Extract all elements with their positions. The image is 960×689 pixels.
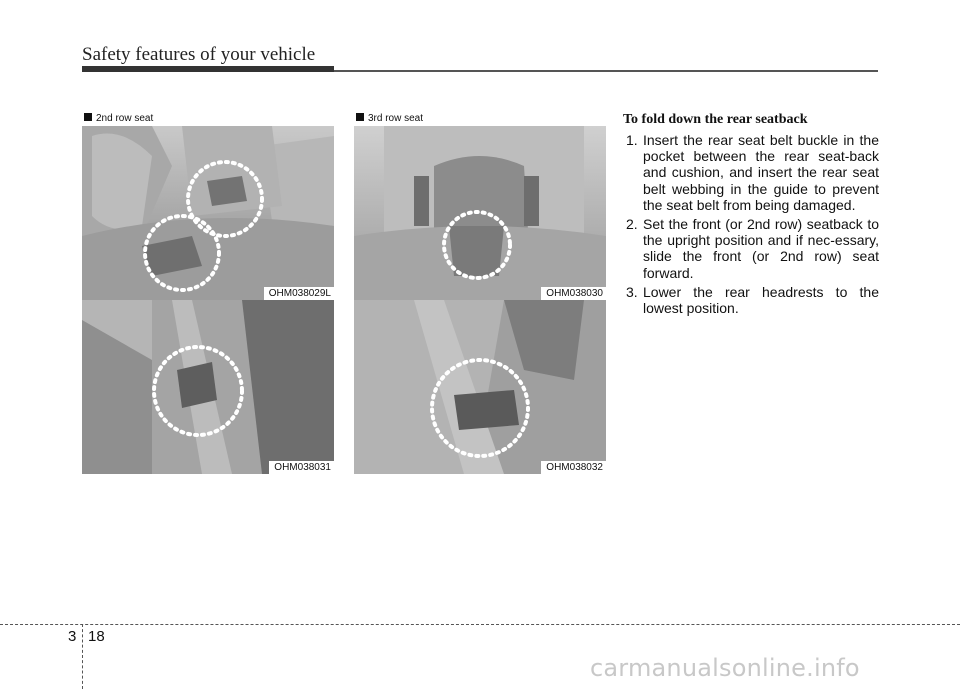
- seat-illustration-1: [82, 126, 334, 300]
- figure-code: OHM038029L: [264, 287, 334, 300]
- instruction-step: 1. Insert the rear seat belt buckle in the pocket between the rear seat-back and cushion, and insert the rear seat belt webbing in the guide to prevent the seat belt from being damaged.: [626, 132, 879, 213]
- seat-illustration-2: [354, 126, 606, 300]
- figure-code: OHM038030: [541, 287, 606, 300]
- photo-3rd-row-belt-guide: [354, 300, 606, 474]
- photo-3rd-row-buckles: [354, 126, 606, 300]
- section-title: Safety features of your vehicle: [82, 44, 316, 65]
- caption-third-row: 3rd row seat: [356, 113, 423, 125]
- square-bullet-icon: [84, 113, 92, 121]
- seat-illustration-3: [82, 300, 334, 474]
- caption-second-row: 2nd row seat: [84, 113, 153, 125]
- chapter-number: 3: [68, 628, 77, 645]
- instruction-list: [623, 132, 879, 316]
- header-rule-accent: [82, 66, 334, 72]
- figure-code: OHM038032: [541, 461, 606, 474]
- photo-2nd-row-belt-guide: [82, 300, 334, 474]
- seat-illustration-4: [354, 300, 606, 474]
- instructions-heading: To fold down the rear seatback: [623, 112, 808, 127]
- page-number: 18: [88, 628, 105, 645]
- instruction-step: 3. Lower the rear headrests to the lowest position.: [626, 283, 879, 317]
- footer-divider-vertical: [82, 624, 83, 689]
- instructions: [623, 112, 879, 319]
- instruction-step: 2. Set the front (or 2nd row) seatback to the upright position and if nec-essary, slide the front (or 2nd row) seat forward.: [626, 216, 879, 281]
- figure-code: OHM038031: [269, 461, 334, 474]
- photo-2nd-row-buckles: [82, 126, 334, 300]
- footer-divider: [0, 624, 960, 625]
- square-bullet-icon: [356, 113, 364, 121]
- watermark: carmanualsonline.info: [590, 654, 860, 682]
